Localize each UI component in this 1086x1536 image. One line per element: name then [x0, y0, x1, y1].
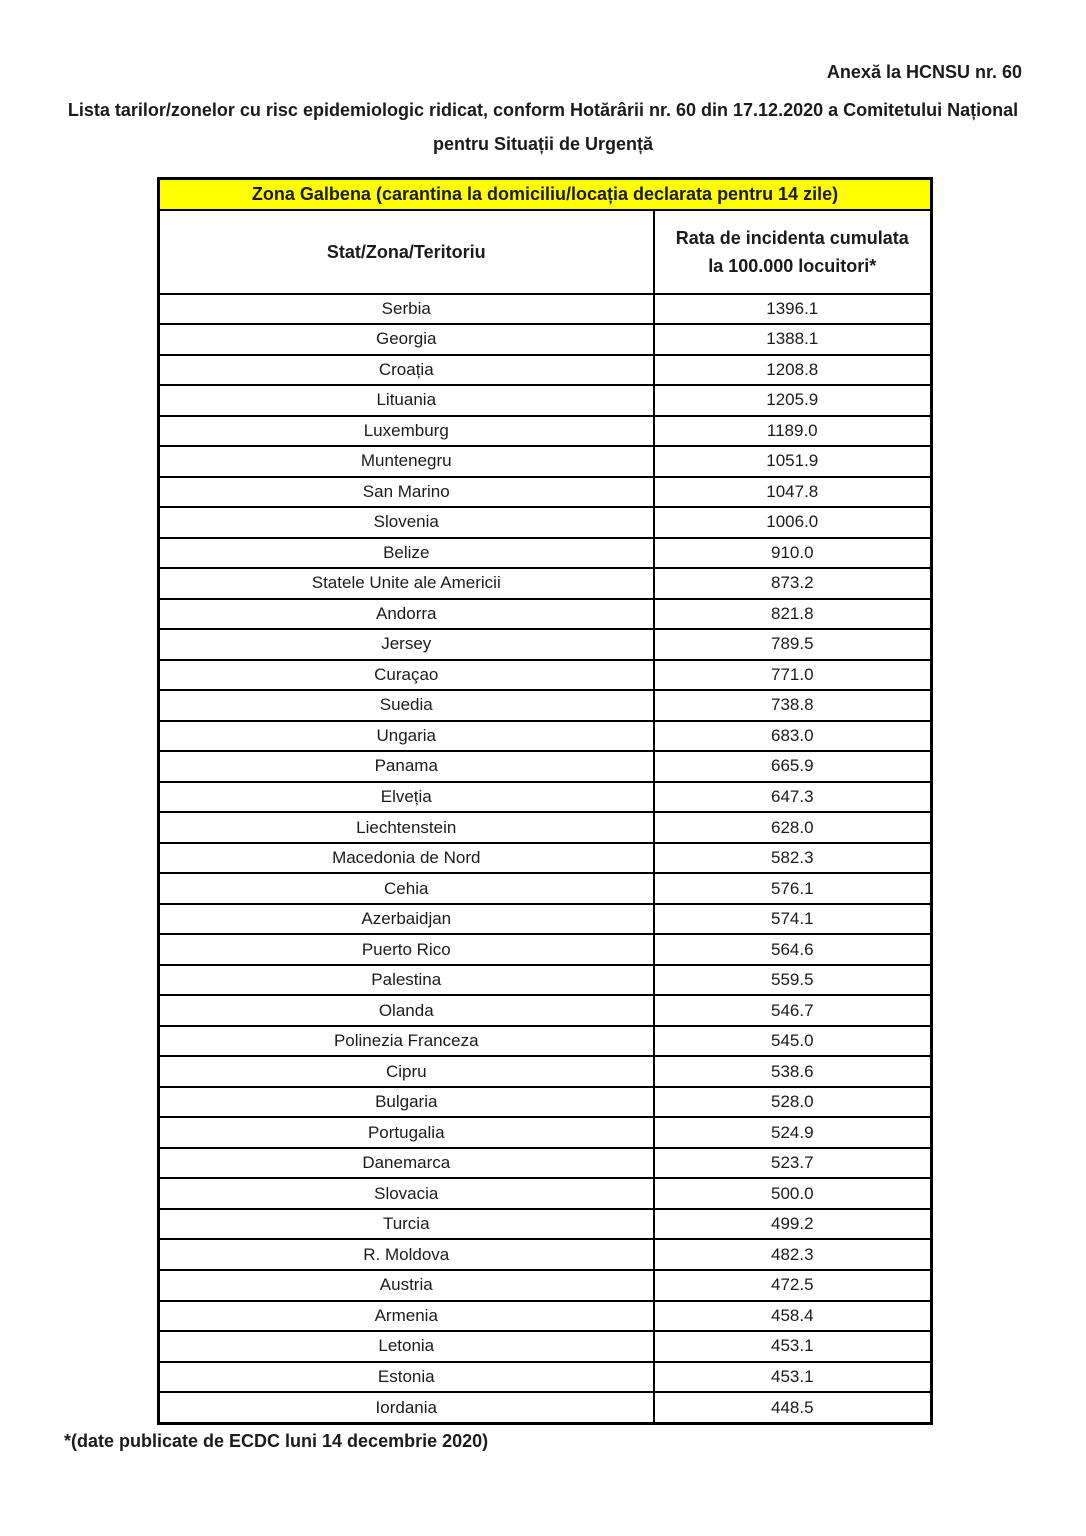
rate-cell: 574.1	[654, 904, 932, 935]
country-cell: Lituania	[159, 385, 654, 416]
table-row	[159, 812, 932, 843]
risk-table-body	[159, 294, 932, 1424]
country-cell: Cehia	[159, 873, 654, 904]
rate-cell: 1189.0	[654, 416, 932, 447]
country-cell: Macedonia de Nord	[159, 843, 654, 874]
country-cell: Turcia	[159, 1209, 654, 1240]
country-cell: Suedia	[159, 690, 654, 721]
country-cell: Croația	[159, 355, 654, 386]
country-cell: Armenia	[159, 1301, 654, 1332]
rate-cell: 482.3	[654, 1239, 932, 1270]
rate-cell: 738.8	[654, 690, 932, 721]
table-row	[159, 1178, 932, 1209]
table-row	[159, 324, 932, 355]
table-row	[159, 1148, 932, 1179]
table-row	[159, 1087, 932, 1118]
document-title-line-2: pentru Situații de Urgență	[432, 134, 654, 154]
risk-table	[157, 177, 933, 1425]
table-row	[159, 538, 932, 569]
table-row	[159, 416, 932, 447]
country-cell: Serbia	[159, 294, 654, 325]
country-cell: Letonia	[159, 1331, 654, 1362]
rate-cell: 1388.1	[654, 324, 932, 355]
rate-cell: 582.3	[654, 843, 932, 874]
column-header-rate: Rata de incidenta cumulata la 100.000 locuitori*	[654, 210, 932, 294]
rate-cell: 1006.0	[654, 507, 932, 538]
rate-cell: 528.0	[654, 1087, 932, 1118]
table-row	[159, 1301, 932, 1332]
country-cell: Jersey	[159, 629, 654, 660]
rate-cell: 576.1	[654, 873, 932, 904]
table-row	[159, 385, 932, 416]
table-row	[159, 629, 932, 660]
zone-caption: Zona Galbena (carantina la domiciliu/locația declarata pentru 14 zile)	[159, 179, 932, 210]
rate-cell: 647.3	[654, 782, 932, 813]
country-cell: Polinezia Franceza	[159, 1026, 654, 1057]
rate-cell: 472.5	[654, 1270, 932, 1301]
country-cell: Bulgaria	[159, 1087, 654, 1118]
country-cell: Austria	[159, 1270, 654, 1301]
country-cell: Slovenia	[159, 507, 654, 538]
footnote: *(date publicate de ECDC luni 14 decembrie 2020)	[64, 1431, 489, 1451]
rate-cell: 910.0	[654, 538, 932, 569]
rate-cell: 1047.8	[654, 477, 932, 508]
table-row	[159, 934, 932, 965]
rate-cell: 458.4	[654, 1301, 932, 1332]
rate-cell: 538.6	[654, 1056, 932, 1087]
country-cell: Ungaria	[159, 721, 654, 752]
table-row	[159, 751, 932, 782]
table-row	[159, 568, 932, 599]
table-row	[159, 446, 932, 477]
country-cell: Cipru	[159, 1056, 654, 1087]
rate-cell: 524.9	[654, 1117, 932, 1148]
table-row	[159, 1331, 932, 1362]
country-cell: R. Moldova	[159, 1239, 654, 1270]
rate-cell: 789.5	[654, 629, 932, 660]
rate-cell: 771.0	[654, 660, 932, 691]
rate-cell: 628.0	[654, 812, 932, 843]
table-row	[159, 1209, 932, 1240]
rate-cell: 546.7	[654, 995, 932, 1026]
rate-cell: 873.2	[654, 568, 932, 599]
rate-cell: 1396.1	[654, 294, 932, 325]
rate-cell: 499.2	[654, 1209, 932, 1240]
table-row	[159, 721, 932, 752]
table-row	[159, 690, 932, 721]
table-row	[159, 1056, 932, 1087]
document-title-line-1: Lista tarilor/zonelor cu risc epidemiologic ridicat, conform Hotărârii nr. 60 din 17.12.2020 a Comitetului Național	[67, 100, 1019, 120]
rate-cell: 1205.9	[654, 385, 932, 416]
rate-cell: 665.9	[654, 751, 932, 782]
country-cell: Curaçao	[159, 660, 654, 691]
column-header-state: Stat/Zona/Teritoriu	[159, 210, 654, 294]
table-header-row	[159, 210, 932, 294]
country-cell: Azerbaidjan	[159, 904, 654, 935]
rate-cell: 1208.8	[654, 355, 932, 386]
country-cell: Belize	[159, 538, 654, 569]
table-row	[159, 1239, 932, 1270]
country-cell: Olanda	[159, 995, 654, 1026]
table-row	[159, 599, 932, 630]
table-row	[159, 843, 932, 874]
country-cell: Liechtenstein	[159, 812, 654, 843]
country-cell: Portugalia	[159, 1117, 654, 1148]
table-row	[159, 507, 932, 538]
table-row	[159, 1392, 932, 1423]
country-cell: Statele Unite ale Americii	[159, 568, 654, 599]
table-row	[159, 1026, 932, 1057]
country-cell: Andorra	[159, 599, 654, 630]
table-caption-row	[159, 179, 932, 210]
document-title	[0, 93, 1086, 161]
rate-cell: 523.7	[654, 1148, 932, 1179]
country-cell: Slovacia	[159, 1178, 654, 1209]
country-cell: Palestina	[159, 965, 654, 996]
rate-cell: 559.5	[654, 965, 932, 996]
table-row	[159, 873, 932, 904]
annex-label: Anexă la HCNSU nr. 60	[826, 62, 1022, 82]
rate-cell: 453.1	[654, 1362, 932, 1393]
country-cell: Elveția	[159, 782, 654, 813]
rate-cell: 821.8	[654, 599, 932, 630]
table-row	[159, 355, 932, 386]
table-row	[159, 904, 932, 935]
table-row	[159, 477, 932, 508]
country-cell: Iordania	[159, 1392, 654, 1423]
country-cell: Danemarca	[159, 1148, 654, 1179]
table-row	[159, 1362, 932, 1393]
country-cell: Georgia	[159, 324, 654, 355]
country-cell: Muntenegru	[159, 446, 654, 477]
table-row	[159, 660, 932, 691]
table-row	[159, 782, 932, 813]
country-cell: Luxemburg	[159, 416, 654, 447]
rate-cell: 545.0	[654, 1026, 932, 1057]
country-cell: Estonia	[159, 1362, 654, 1393]
country-cell: Panama	[159, 751, 654, 782]
country-cell: San Marino	[159, 477, 654, 508]
country-cell: Puerto Rico	[159, 934, 654, 965]
table-row	[159, 1270, 932, 1301]
table-row	[159, 965, 932, 996]
rate-cell: 683.0	[654, 721, 932, 752]
rate-cell: 564.6	[654, 934, 932, 965]
rate-cell: 453.1	[654, 1331, 932, 1362]
rate-cell: 500.0	[654, 1178, 932, 1209]
rate-cell: 448.5	[654, 1392, 932, 1423]
table-row	[159, 1117, 932, 1148]
rate-cell: 1051.9	[654, 446, 932, 477]
table-row	[159, 294, 932, 325]
risk-table-head	[159, 179, 932, 294]
table-row	[159, 995, 932, 1026]
